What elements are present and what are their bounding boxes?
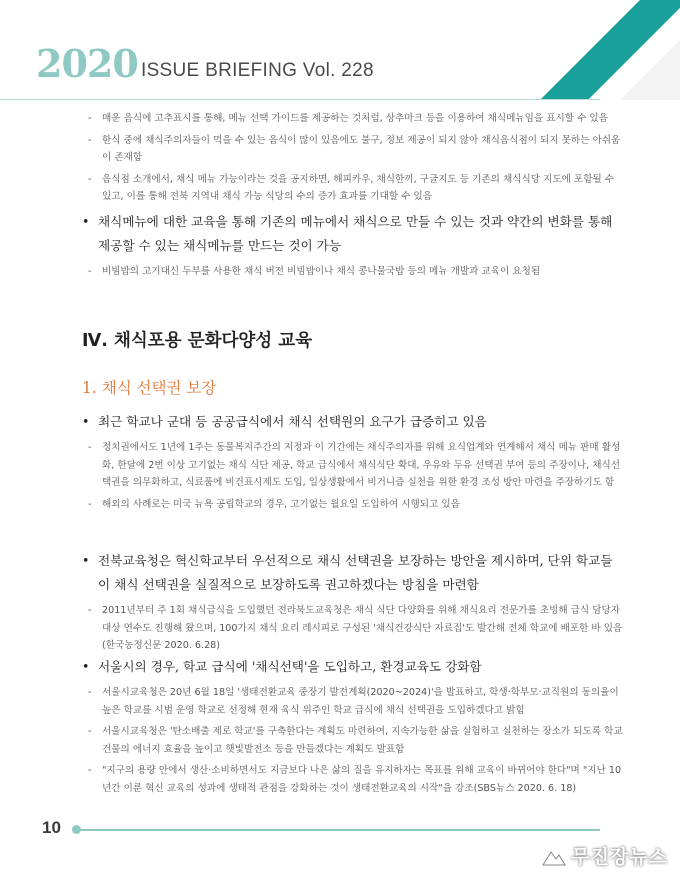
dash-item: - 서울시교육청은 20년 6월 18일 '생태전환교육 중장기 발전계획(2020~2024)'을 발표하고, 학생·학부모·교직원의 동의율이 높은 학교를 시범 운영 학교로 선정해 현재 육식 위주인 학교 급식에 채식 선택권을 도입하겠다고 밝힘	[88, 687, 619, 716]
page-number: 10	[42, 818, 61, 837]
footer-divider	[80, 829, 600, 831]
content-block-2	[82, 549, 624, 659]
corner-stripe-decoration	[470, 0, 680, 100]
subsection-title: 1. 채식 선택권 보장	[82, 379, 217, 397]
intro-content	[82, 110, 624, 285]
dash-item: - 음식점 소개에서, 채식 메뉴 가능이라는 것을 공지하면, 해피카우, 채식한끼, 구글지도 등 기존의 채식식당 지도에 포함될 수 있고, 이를 통해 전북 지역내 채식 가능 식당의 수의 증가 효과를 기대할 수 있음	[88, 173, 615, 203]
content-block-3	[82, 655, 624, 802]
dash-item: - 정치권에서도 1년에 1주는 동물복지주간의 지정과 이 기간에는 채식주의자를 위해 요식업계와 연계해서 채식 메뉴 판매 활성화, 한달에 2번 이상 고기없는 채식 식단 제공, 학교 급식에서 채식식단 확대, 우유와 두유 선택권 부여 등의 주장이나, 채식선택권을 의무화하고, 식료품에 비건표시제도 도입, 일상생활에서 비거니즘 실천을 위한 환경 조성 방안 마련을 주장하기도 함	[88, 442, 621, 489]
bullet-item: • 채식메뉴에 대한 교육을 통해 기존의 메뉴에서 채식으로 만들 수 있는 것과 약간의 변화를 통해 제공할 수 있는 채식메뉴를 만드는 것이 가능	[82, 213, 613, 253]
dash-item: - 2011년부터 주 1회 채식급식을 도입했던 전라북도교육청은 채식 식단 다양화를 위해 채식요리 전문가를 초빙해 급식 담당자 대상 연수도 진행해 왔으며, 100가지 채식 요리 레시피로 구성된 '채식건강식단 자료집'도 발간해 전체 학교에 배포한 바 있음(한국농정신문 2020. 6.28)	[88, 605, 623, 652]
page-header	[0, 0, 680, 100]
year-label: 2020	[36, 41, 138, 86]
bullet-item: • 최근 학교나 군대 등 공공급식에서 채식 선택원의 요구가 급증히고 있음	[82, 414, 487, 429]
dash-item: - 매운 음식에 고추표시를 통해, 메뉴 선택 가이드를 제공하는 것처럼, 상추마크 등을 이용하여 채식메뉴임을 표시할 수 있음	[88, 113, 608, 124]
dash-item: - 해외의 사례로는 미국 뉴욕 공립학교의 경우, 고기없는 월요일 도입하여 시행되고 있음	[88, 498, 460, 510]
watermark-text: 무진장뉴스	[571, 846, 668, 868]
content-block-1	[82, 410, 624, 517]
dash-item: - 서울시교육청은 '탄소배출 제로 학교'를 구축한다는 계획도 마련하여, 지속가능한 삶을 실험하고 실천하는 장소가 되도록 학교 건물의 에너지 효율을 높이고 햇빛발전소 등을 만들겠다는 계획도 발표함	[88, 726, 623, 755]
section-title: Ⅳ. 채식포용 문화다양성 교육	[82, 331, 313, 351]
dash-item: - 비빔밥의 고기대신 두부를 사용한 채식 버전 비빔밥이나 채식 콩나물국밥 등의 메뉴 개발과 교육이 요청됨	[88, 265, 541, 277]
header-divider	[0, 99, 600, 100]
bullet-item: • 서울시의 경우, 학교 급식에 '채식선택'을 도입하고, 환경교육도 강화함	[82, 659, 482, 674]
dash-item: - "지구의 용량 안에서 생산·소비하면서도 지금보다 나은 삶의 질을 유지하자는 목표를 위해 교육이 바뀌어야 한다"며 "지난 10년간 이룬 혁신 교육의 성과에 생태적 관점을 강화하는 것이 생태전환교육의 시작"을 강조(SBS뉴스 2020. 6. 18)	[88, 765, 622, 794]
bullet-item: • 전북교육청은 혁신학교부터 우선적으로 채식 선택권을 보장하는 방안을 제시하며, 단위 학교들이 채식 선택권을 실질적으로 보장하도록 권고하겠다는 방침을 마련함	[82, 553, 613, 592]
dash-item: - 한식 중에 채식주의자들이 먹을 수 있는 음식이 많이 있음에도 불구, 정보 제공이 되지 않아 채식음식점이 되지 못하는 아쉬움이 존재함	[88, 134, 621, 164]
watermark	[542, 842, 668, 869]
issue-title: ISSUE BRIEFING Vol. 228	[141, 60, 374, 81]
mountain-logo-icon	[542, 846, 566, 866]
